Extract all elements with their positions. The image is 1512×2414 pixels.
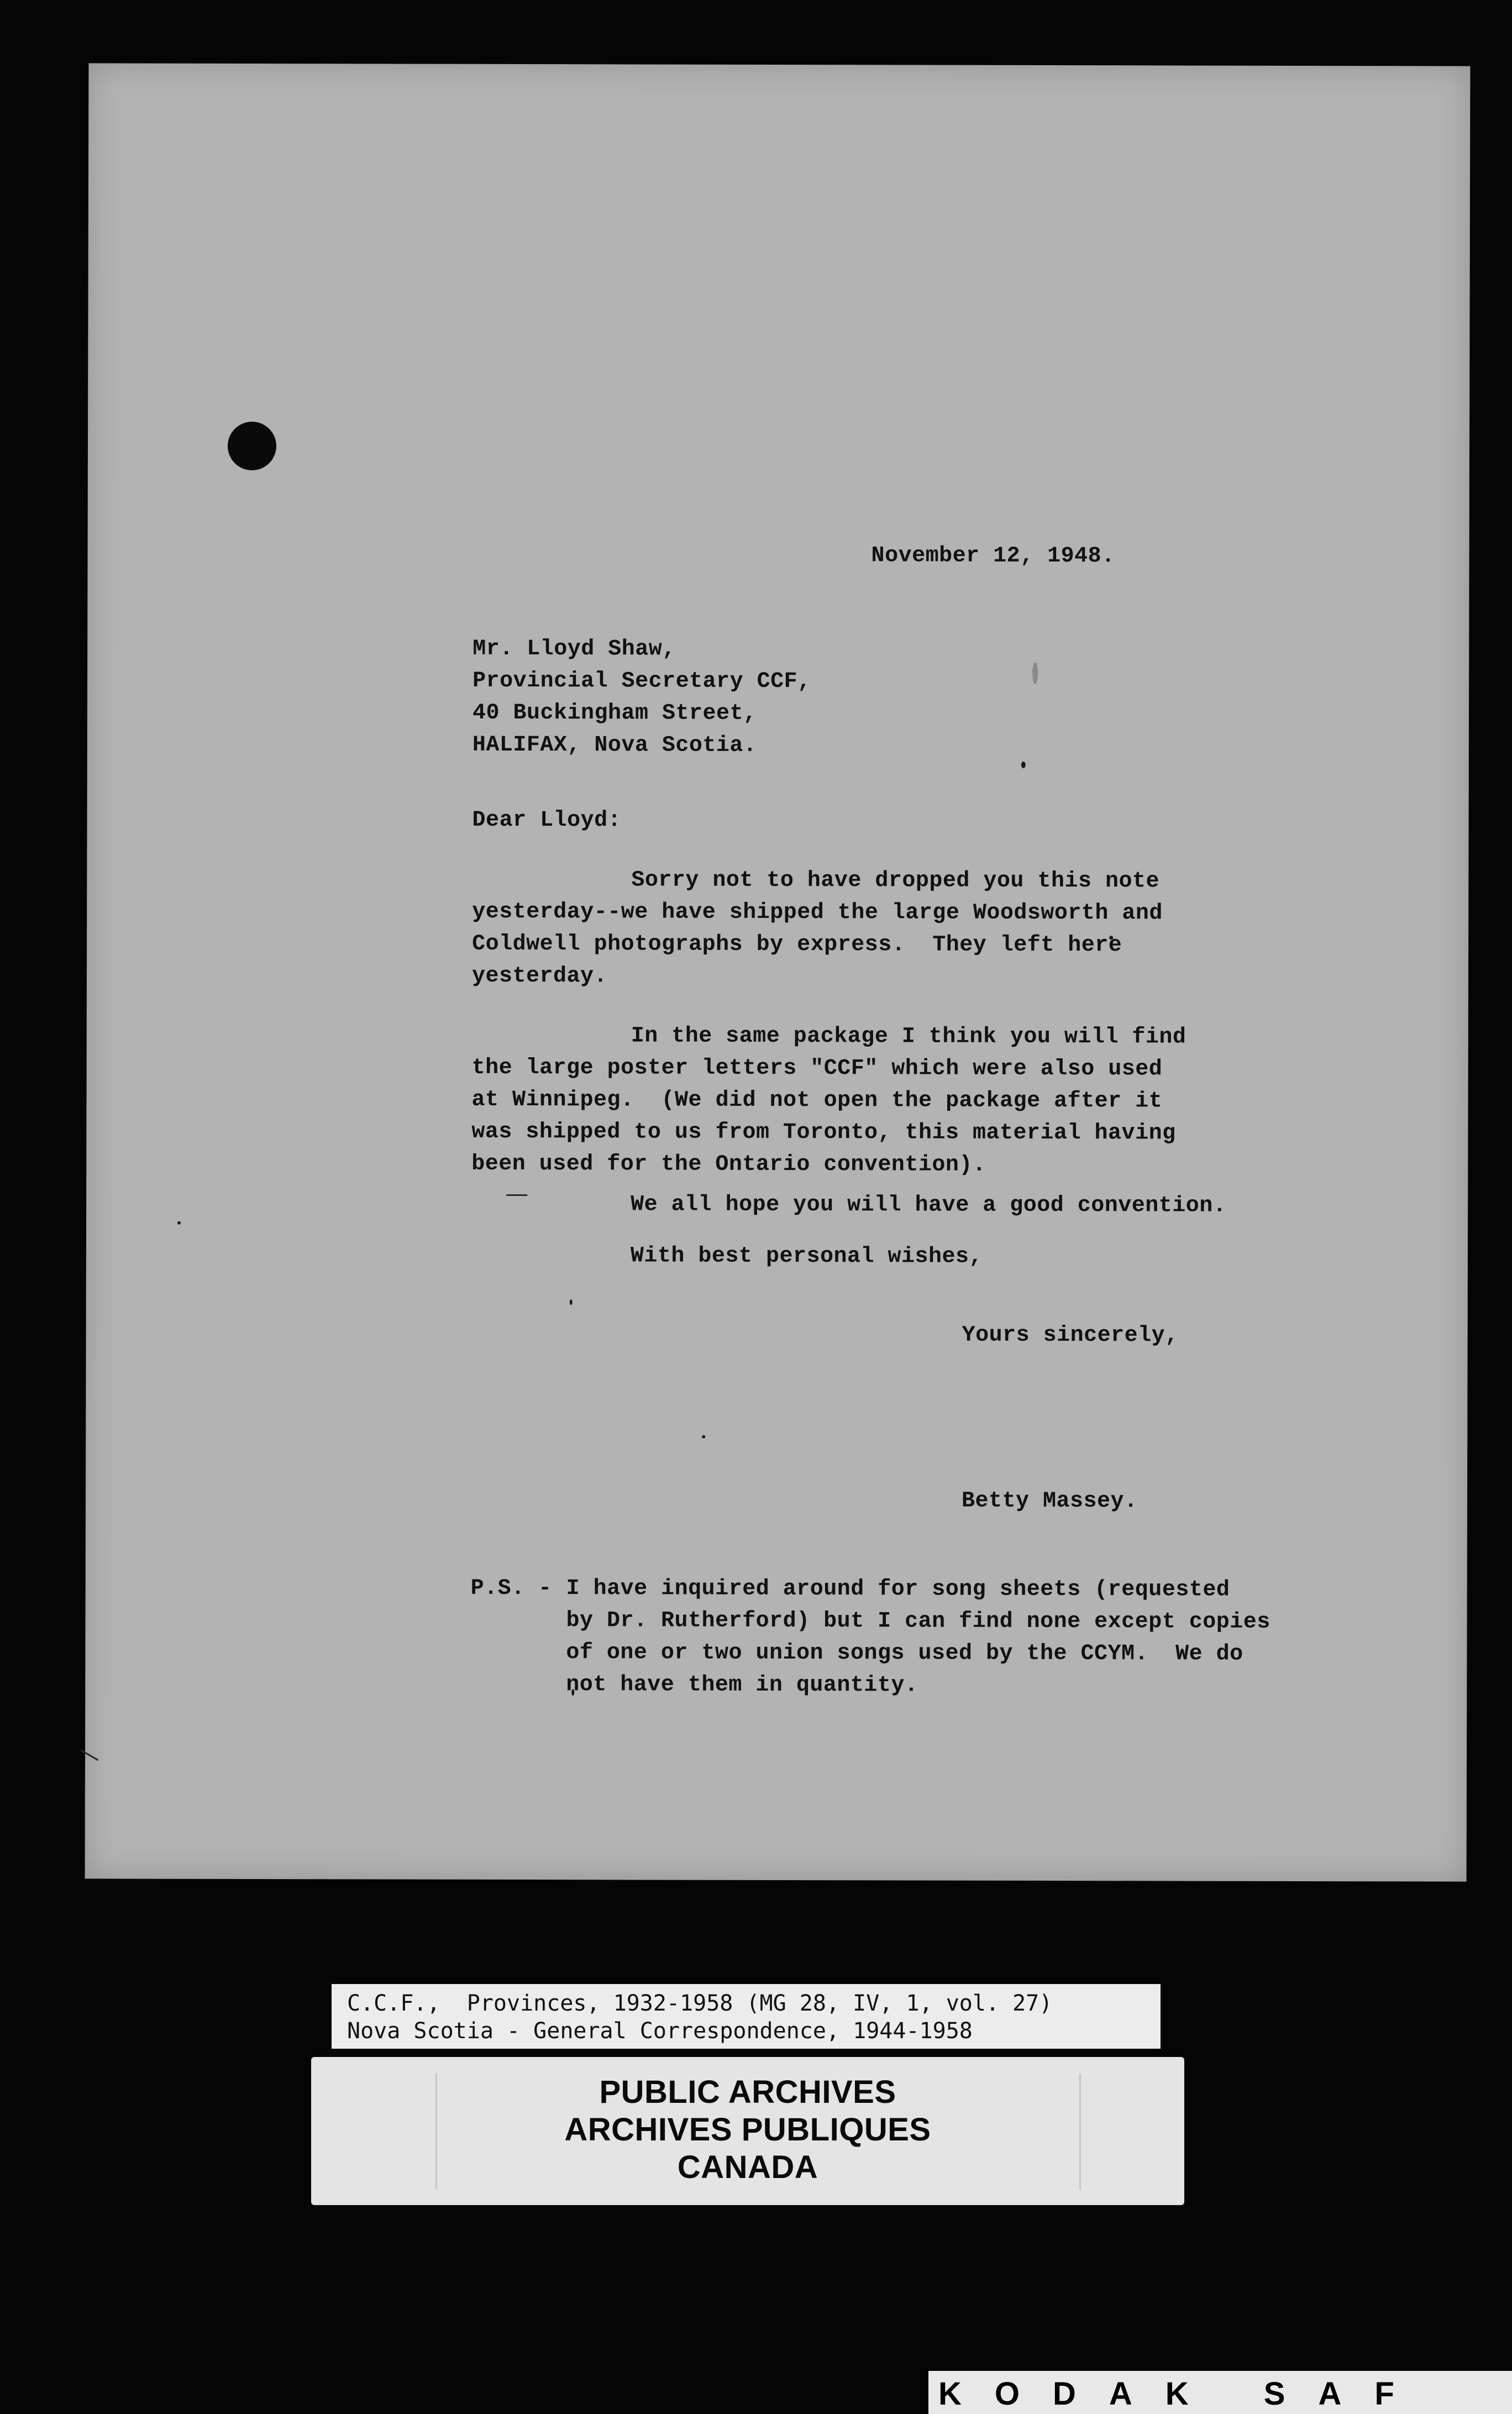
stamp-line-english: PUBLIC ARCHIVES	[599, 2074, 896, 2110]
dust-speck	[177, 1221, 181, 1225]
recipient-city: HALIFAX, Nova Scotia.	[472, 732, 757, 758]
archive-reference-line: C.C.F., Provinces, 1932-1958 (MG 28, IV, 1, vol. 27)	[347, 1991, 1053, 2016]
dust-speck	[702, 1435, 705, 1439]
dust-speck	[570, 1299, 573, 1305]
letter-date: November 12, 1948.	[871, 543, 1115, 569]
recipient-title: Provincial Secretary CCF,	[473, 668, 811, 695]
paragraph-1-line: Sorry not to have dropped you this note	[631, 868, 1160, 894]
paragraph-1-line: Coldwell photographs by express. They left here	[472, 931, 1122, 958]
film-edge-print	[928, 2371, 1512, 2414]
paragraph-2-line: In the same package I think you will find	[631, 1024, 1186, 1050]
film-scratch	[81, 1750, 99, 1761]
punch-hole	[228, 422, 276, 470]
public-archives-stamp	[311, 2057, 1184, 2205]
signature: Betty Massey.	[961, 1488, 1138, 1514]
film-scratch	[506, 1194, 527, 1196]
paragraph-3: We all hope you will have a good convention.	[631, 1192, 1227, 1219]
archive-reference-line: Nova Scotia - General Correspondence, 1944-1958	[347, 2018, 973, 2044]
postscript-line: by Dr. Rutherford) but I can find none except copies	[566, 1608, 1271, 1635]
paragraph-2-line: was shipped to us from Toronto, this material having	[471, 1119, 1176, 1146]
postscript-line: not have them in quantity.	[566, 1672, 918, 1698]
paragraph-2-line: been used for the Ontario convention).	[471, 1151, 986, 1178]
recipient-street: 40 Buckingham Street,	[472, 700, 757, 726]
stamp-line-french: ARCHIVES PUBLIQUES	[564, 2112, 931, 2148]
archive-reference-label	[332, 1984, 1161, 2049]
postscript-line: I have inquired around for song sheets (requested	[566, 1576, 1230, 1603]
postscript-line: of one or two union songs used by the CCYM. We do	[566, 1640, 1243, 1667]
paragraph-2-line: the large poster letters "CCF" which were also used	[471, 1055, 1163, 1082]
dust-speck	[1032, 662, 1038, 684]
paragraph-2-line: at Winnipeg. (We did not open the package after it	[471, 1087, 1163, 1114]
stamp-line-country: CANADA	[677, 2149, 818, 2185]
paragraph-1-line: yesterday--we have shipped the large Woodsworth and	[472, 899, 1163, 926]
film-edge-text: KODAK SAF	[938, 2376, 1427, 2412]
paragraph-1-line: yesterday.	[471, 963, 608, 989]
closing: Yours sincerely,	[962, 1323, 1179, 1348]
recipient-name: Mr. Lloyd Shaw,	[473, 636, 676, 662]
salutation: Dear Lloyd:	[472, 807, 622, 833]
letter-page	[85, 63, 1471, 1881]
paragraph-4: With best personal wishes,	[630, 1243, 983, 1269]
postscript-label: P.S. -	[470, 1576, 552, 1602]
dust-speck	[1021, 762, 1026, 768]
